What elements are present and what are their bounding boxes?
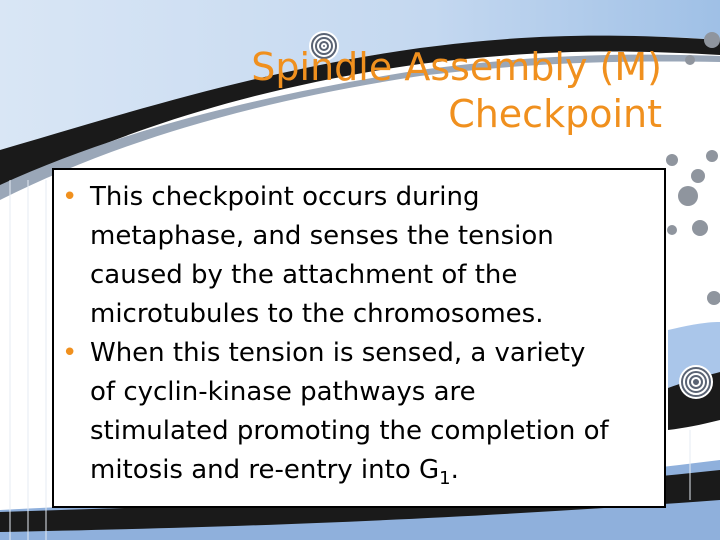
title-line-2: Checkpoint xyxy=(448,92,662,136)
bullet-item xyxy=(60,334,652,498)
bullet-symbol: • xyxy=(62,338,78,368)
bullet-2-line-4-suffix: . xyxy=(450,455,459,485)
bullet-1-line-1: This checkpoint occurs during xyxy=(90,182,480,212)
bullet-2-line-2: of cyclin-kinase pathways are xyxy=(90,377,476,407)
content-box xyxy=(52,168,666,508)
g1-subscript: 1 xyxy=(439,468,451,490)
bullet-item xyxy=(60,178,652,334)
bullet-2-line-1: When this tension is sensed, a variety xyxy=(90,338,586,368)
slide-title xyxy=(102,44,662,138)
bullet-symbol: • xyxy=(62,182,78,212)
bullet-list xyxy=(54,170,664,498)
bullet-2-line-3: stimulated promoting the completion of xyxy=(90,416,609,446)
title-line-1: Spindle Assembly (M) xyxy=(251,45,662,89)
bullet-2-line-4-prefix: mitosis and re-entry into G xyxy=(90,455,440,485)
bullet-1-line-2: metaphase, and senses the tension xyxy=(90,221,554,251)
bullet-1-line-3: caused by the attachment of the xyxy=(90,260,518,290)
bullet-1-line-4: microtubules to the chromosomes. xyxy=(90,299,544,329)
